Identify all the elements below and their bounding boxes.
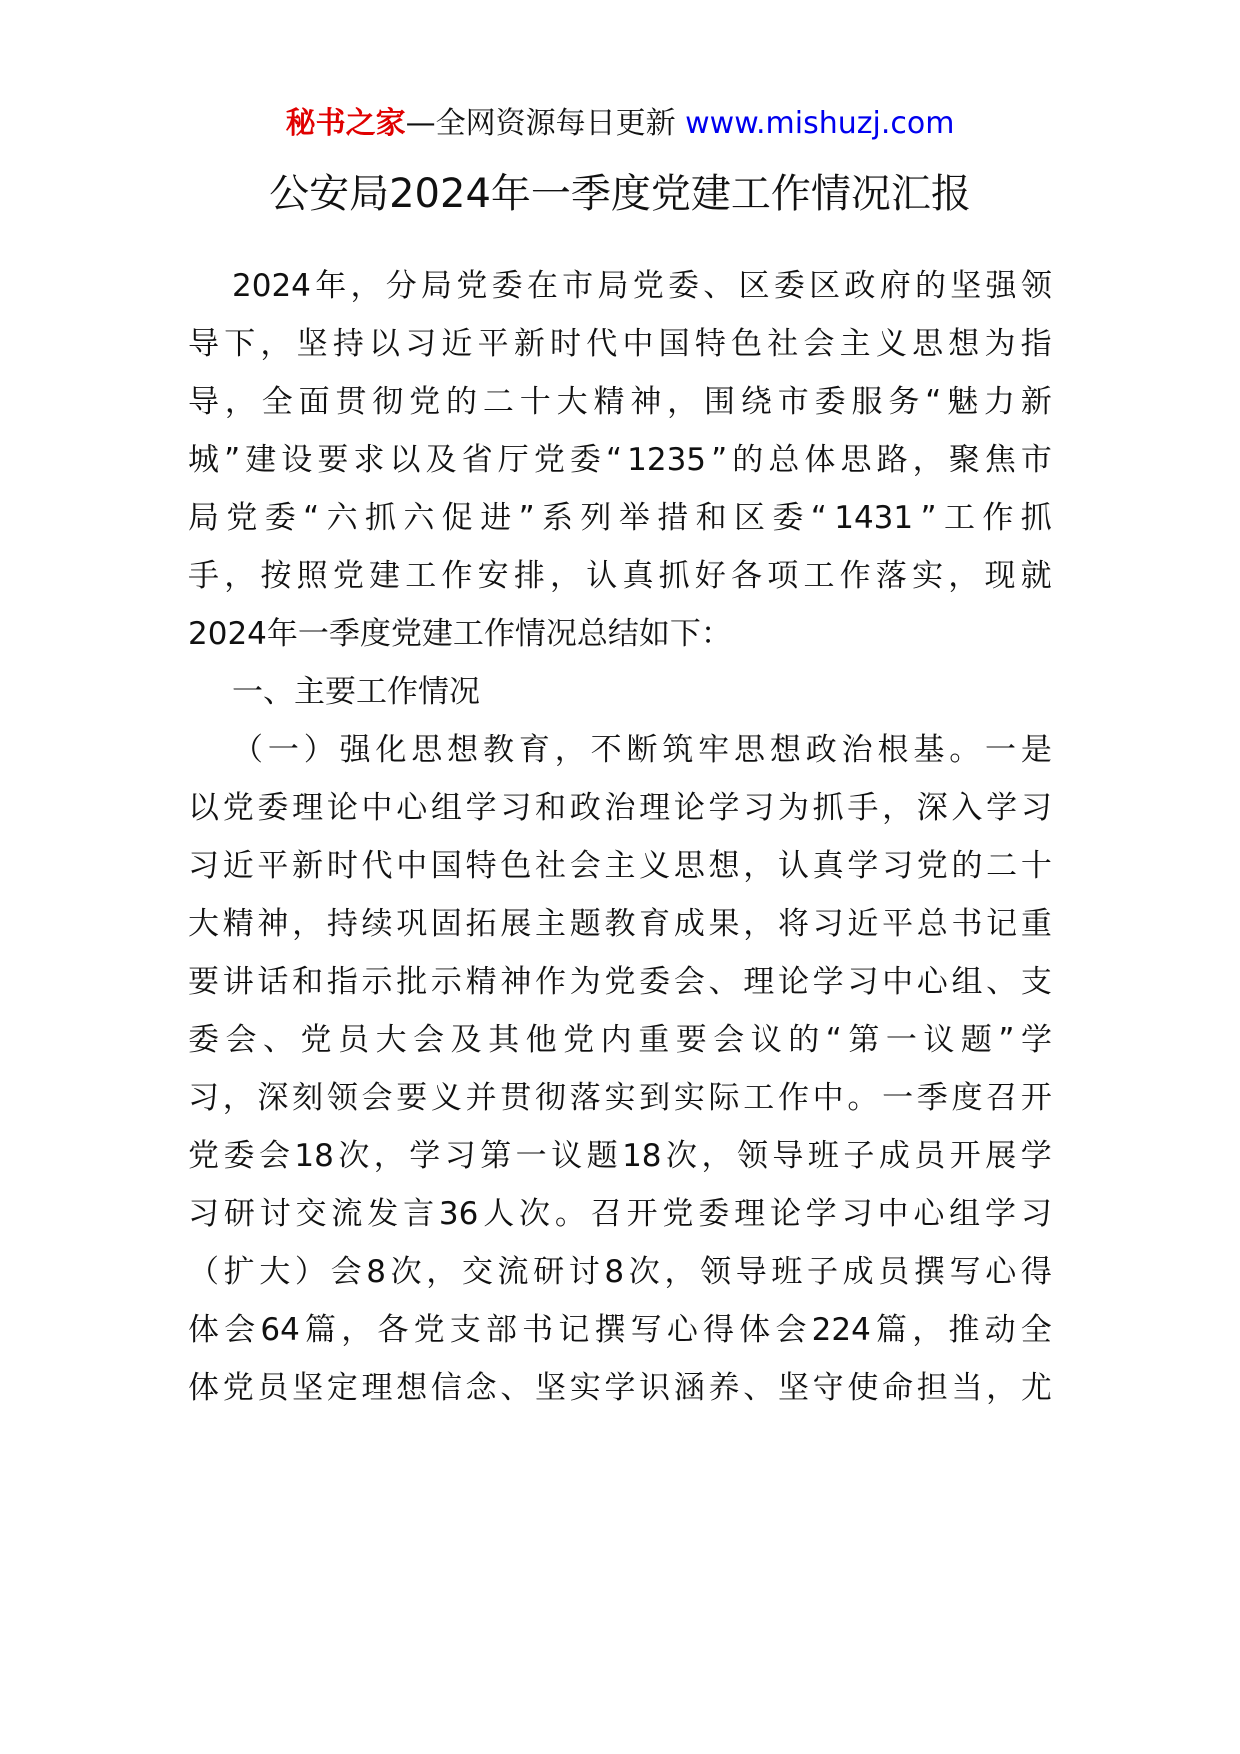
body-line: 党 委 会 18 次 ， 学 习 第 一 议 题 18 次 ， 领 导 班 子 成 员 开 展 学 [188, 1138, 1052, 1174]
site-url-link[interactable]: www.mishuzj.com [685, 106, 955, 141]
body-line: （ 扩 大 ） 会 8 次 ， 交 流 研 讨 8 次 ， 领 导 班 子 成 员 撰 写 心 得 [188, 1254, 1052, 1290]
body-line: 2024 年 ， 分 局 党 委 在 市 局 党 委 、 区 委 区 政 府 的 坚 强 领 [232, 268, 1052, 304]
body-line: 委 会 、 党 员 大 会 及 其 他 党 内 重 要 会 议 的 “ 第 一 议 题 ” 学 [188, 1022, 1052, 1058]
brand-name: 秘书之家 [285, 106, 406, 141]
body-line: 2024年一季度党建工作情况总结如下： [188, 616, 732, 652]
body-line: 大 精 神 ， 持 续 巩 固 拓 展 主 题 教 育 成 果 ， 将 习 近 平 总 书 记 重 [188, 906, 1052, 942]
body-line: 体 党 员 坚 定 理 想 信 念 、 坚 实 学 识 涵 养 、 坚 守 使 命 担 当 ， 尤 [188, 1370, 1052, 1406]
body-line: 体 会 64 篇 ， 各 党 支 部 书 记 撰 写 心 得 体 会 224 篇 ， 推 动 全 [188, 1312, 1052, 1348]
body-line: 手 ， 按 照 党 建 工 作 安 排 ， 认 真 抓 好 各 项 工 作 落 实 ， 现 就 [188, 558, 1052, 594]
section-heading: 一、主要工作情况 [232, 674, 480, 710]
body-line: 以 党 委 理 论 中 心 组 学 习 和 政 治 理 论 学 习 为 抓 手 ， 深 入 学 习 [188, 790, 1052, 826]
body-line: 导 ， 全 面 贯 彻 党 的 二 十 大 精 神 ， 围 绕 市 委 服 务 “ 魅 力 新 [188, 384, 1052, 420]
body-line: 城 ” 建 设 要 求 以 及 省 厅 党 委 “ 1235 ” 的 总 体 思 路 ， 聚 焦 市 [188, 442, 1052, 478]
body-line: 习 ， 深 刻 领 会 要 义 并 贯 彻 落 实 到 实 际 工 作 中 。 一 季 度 召 开 [188, 1080, 1052, 1116]
body-line: 局 党 委 “ 六 抓 六 促 进 ” 系 列 举 措 和 区 委 “ 1431 ” 工 作 抓 [188, 500, 1052, 536]
site-banner [0, 104, 1240, 144]
body-line: 导 下 ， 坚 持 以 习 近 平 新 时 代 中 国 特 色 社 会 主 义 思 想 为 指 [188, 326, 1052, 362]
document-title: 公安局2024年一季度党建工作情况汇报 [269, 171, 971, 217]
banner-slogan: —全网资源每日更新 [405, 106, 676, 141]
body-line: （ 一 ） 强 化 思 想 教 育 ， 不 断 筑 牢 思 想 政 治 根 基 。 一 是 [232, 732, 1052, 768]
body-line: 要 讲 话 和 指 示 批 示 精 神 作 为 党 委 会 、 理 论 学 习 中 心 组 、 支 [188, 964, 1052, 1000]
body-line: 习 近 平 新 时 代 中 国 特 色 社 会 主 义 思 想 ， 认 真 学 习 党 的 二 十 [188, 848, 1052, 884]
body-line: 习 研 讨 交 流 发 言 36 人 次 。 召 开 党 委 理 论 学 习 中 心 组 学 习 [188, 1196, 1052, 1232]
